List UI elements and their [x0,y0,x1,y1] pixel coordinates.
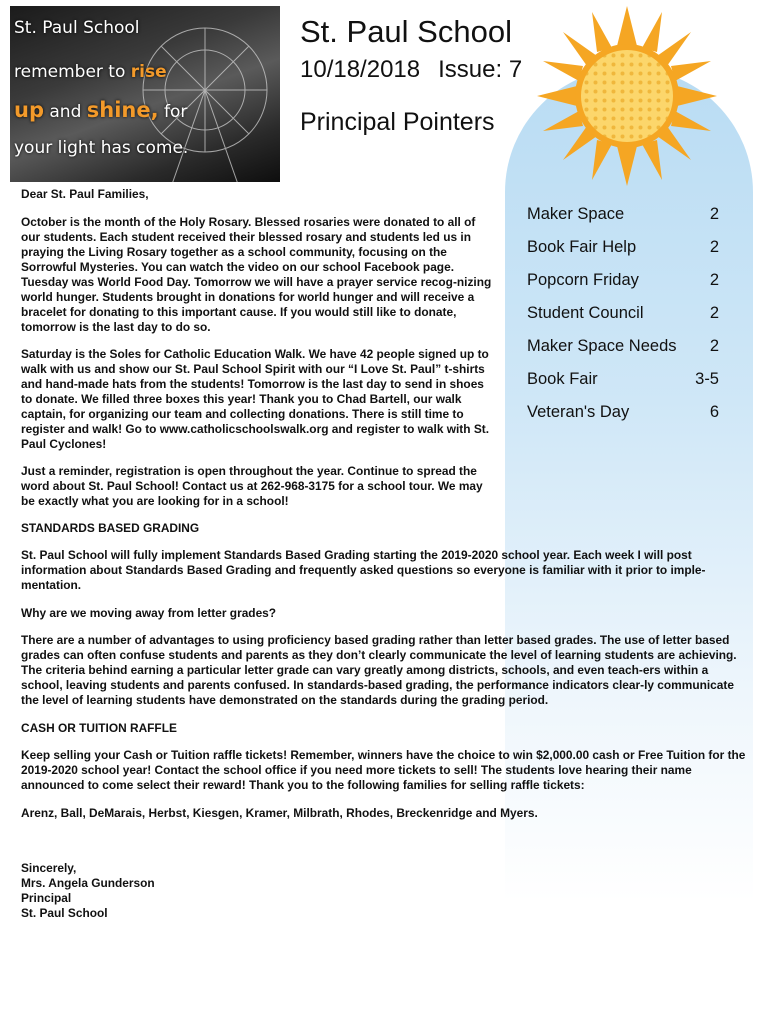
newsletter-title: St. Paul School [300,14,512,49]
toc-item[interactable]: Popcorn Friday 2 [527,271,719,289]
hero-line-3: up and shine, for [14,98,188,122]
toc-item[interactable]: Book Fair Help 2 [527,238,719,256]
hero-line-1: St. Paul School [14,18,140,38]
paragraph-advantages: There are a number of advantages to using proficiency based grading rather than letter based grades. The use of letter based grades can often confuse students and parents as they don’t clearly communicate the level of learning students are achieving. The criteria behind earning a particular letter grade can vary greatly among districts, schools, and even teach-ers within a school, leaving students and parents confused. In standards-based grading, the performance indicators clear-ly communicate the level of learning students have demonstrated on the standards during the grading period. [21,633,737,707]
paragraph-registration: Just a reminder, registration is open throughout the year. Continue to spread the word about St. Paul School! Contact us at 262-968-3175 for a school tour. We may be exactly what you are looking for in a school! [21,464,483,508]
issue-number: Issue: 7 [438,56,523,83]
issue-date: 10/18/2018 [300,56,421,83]
hero-image [10,6,280,182]
signer-name: Mrs. Angela Gunderson [21,876,155,890]
toc-item[interactable]: Maker Space 2 [527,205,719,223]
hero-line-4: your light has come. [14,138,189,158]
toc-item[interactable]: Veteran's Day 6 [527,403,719,421]
signer-role: Principal [21,891,72,905]
paragraph-rosary: October is the month of the Holy Rosary. Blessed rosaries were donated to all of our students. Each student received their blessed rosary and students led us in praying the Living Rosary together as a school community, focusing on the Sorrowful Mysteries. You can watch the video on our school Facebook page. Tuesday was World Food Day. Tomorrow we will have a prayer service recog-nizing world hunger. Students brought in donations for world hunger and will receive a bracelet for donating to this important cause. If you would still like to donate, tomorrow is the last day to do so. [21,215,492,334]
heading-standards-grading: STANDARDS BASED GRADING [21,521,200,535]
section-title: Principal Pointers [300,108,495,136]
signer-school: St. Paul School [21,906,108,920]
issue-line [300,56,522,84]
paragraph-families: Arenz, Ball, DeMarais, Herbst, Kiesgen, Kramer, Milbrath, Rhodes, Breckenridge and Myers. [21,806,538,820]
paragraph-raffle: Keep selling your Cash or Tuition raffle tickets! Remember, winners have the choice to win $2,000.00 cash or Free Tuition for the 2019-2020 school year! Contact the school office if you need more tickets to sell! The students love hearing their name announced to come select their reward! Thank you to the following families for selling raffle tickets: [21,748,746,792]
sun-icon [537,6,717,186]
paragraph-standards-intro: St. Paul School will fully implement Standards Based Grading starting the 2019-2020 school year. Each week I will post information about Standards Based Grading and frequently asked questions so everyone is familiar with it prior to imple-mentation. [21,548,706,592]
heading-raffle: CASH OR TUITION RAFFLE [21,721,177,735]
toc-item[interactable]: Student Council 2 [527,304,719,322]
toc-item[interactable]: Maker Space Needs 2 [527,337,719,355]
greeting: Dear St. Paul Families, [21,187,149,201]
toc-item[interactable]: Book Fair 3-5 [527,370,719,388]
hero-line-2: remember to rise [14,62,167,82]
closing: Sincerely, [21,861,77,875]
paragraph-soles-walk: Saturday is the Soles for Catholic Education Walk. We have 42 people signed up to walk with us and show our St. Paul School Spirit with our “I Love St. Paul” t-shirts and hand-made hats from the students! Tomorrow is the last day to send in shoes to donate. We filled three boxes this year! Thank you to Chad Bartell, our walk captain, for organizing our team and collecting donations. There is still time to register and walk! Go to www.catholicschoolswalk.org and register to walk with St. Paul Cyclones! [21,347,490,451]
question-letter-grades: Why are we moving away from letter grades? [21,606,277,620]
